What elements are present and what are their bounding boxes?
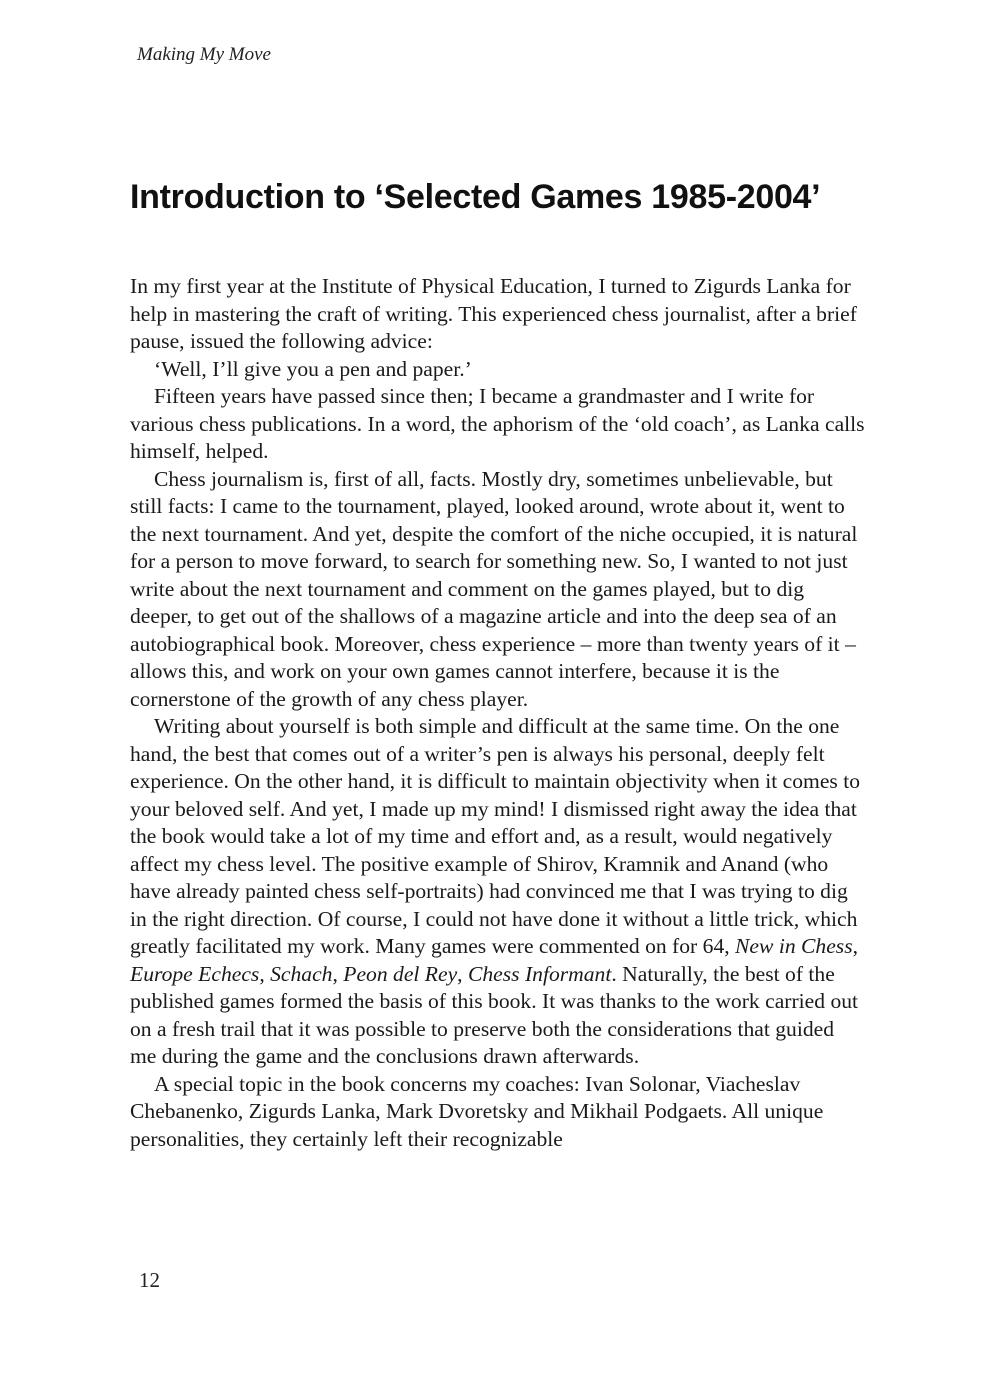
publication-64: 64: [702, 934, 725, 958]
separator: ,: [259, 961, 271, 986]
paragraph-6: A special topic in the book concerns my coaches: Ivan Solonar, Viacheslav Chebanenko, Zigurds Lanka, Mark Dvoretsky and Mikhail Podgaets. All unique personalities, they certainly left their recognizable: [130, 1071, 824, 1151]
publication-schach: Schach: [270, 961, 333, 986]
separator: ,: [332, 961, 344, 986]
paragraph-3: Fifteen years have passed since then; I became a grandmaster and I write for various chess publications. In a word, the aphorism of the ‘old coach’, as Lanka calls himself, helped.: [130, 384, 865, 463]
page-number: 12: [139, 1268, 160, 1292]
paragraph-2: ‘Well, I’ll give you a pen and paper.’: [154, 356, 472, 381]
body-text: [130, 273, 865, 1153]
paragraph-5-text-before: Writing about yourself is both simple and difficult at the same time. On the one hand, the best that comes out of a writer’s pen is always his personal, deeply felt experience. On the other hand, it is difficult to maintain objectivity when it comes to your beloved self. And yet, I made up my mind! I dismissed right away the idea that the book would take a lot of my time and effort and, as a result, would negatively affect my chess level. The positive example of Shirov, Kramnik and Anand (who have already painted chess self-portraits) had convinced me that I was trying to dig in the right direction. Of course, I could not have done it without a little trick, which greatly facilitated my work. Many games were commented on for: [130, 714, 861, 958]
running-head: Making My Move: [137, 44, 271, 65]
paragraph-4: Chess journalism is, first of all, facts. Mostly dry, sometimes unbelievable, but still facts: I came to the tournament, played, looked around, wrote about it, went to the next tournament. And yet, despite the comfort of the niche occupied, it is natural for a person to move forward, to search for something new. So, I wanted to not just write about the next tournament and comment on the games played, but to dig deeper, to get out of the shallows of a magazine article and into the deep sea of an autobiographical book. Moreover, chess experience – more than twenty years of it – allows this, and work on your own games cannot interfere, because it is the cornerstone of the growth of any chess player.: [130, 466, 858, 711]
paragraph-1: In my first year at the Institute of Physical Education, I turned to Zigurds Lanka for help in mastering the craft of writing. This experienced chess journalist, after a brief pause, issued the following advice:: [130, 274, 857, 353]
separator: ,: [852, 934, 859, 958]
chapter-title: Introduction to ‘Selected Games 1985-2004’: [130, 178, 821, 216]
publication-new-in-chess: New in Chess: [735, 934, 853, 958]
separator: ,: [457, 961, 468, 986]
publication-europe-echecs: Europe Echecs: [130, 961, 260, 986]
paragraph-5: [130, 713, 865, 1071]
publication-peon-del-rey: Peon del Rey: [343, 961, 458, 986]
paragraph-5-text-after: . Naturally, the best of the published games formed the basis of this book. It was thanks to the work carried out on a fresh trail that it was possible to preserve both the considerations that guided me during the game and the conclusions drawn afterwards.: [130, 961, 859, 1068]
publication-chess-informant: Chess Informant: [467, 961, 612, 986]
separator: ,: [724, 934, 736, 958]
